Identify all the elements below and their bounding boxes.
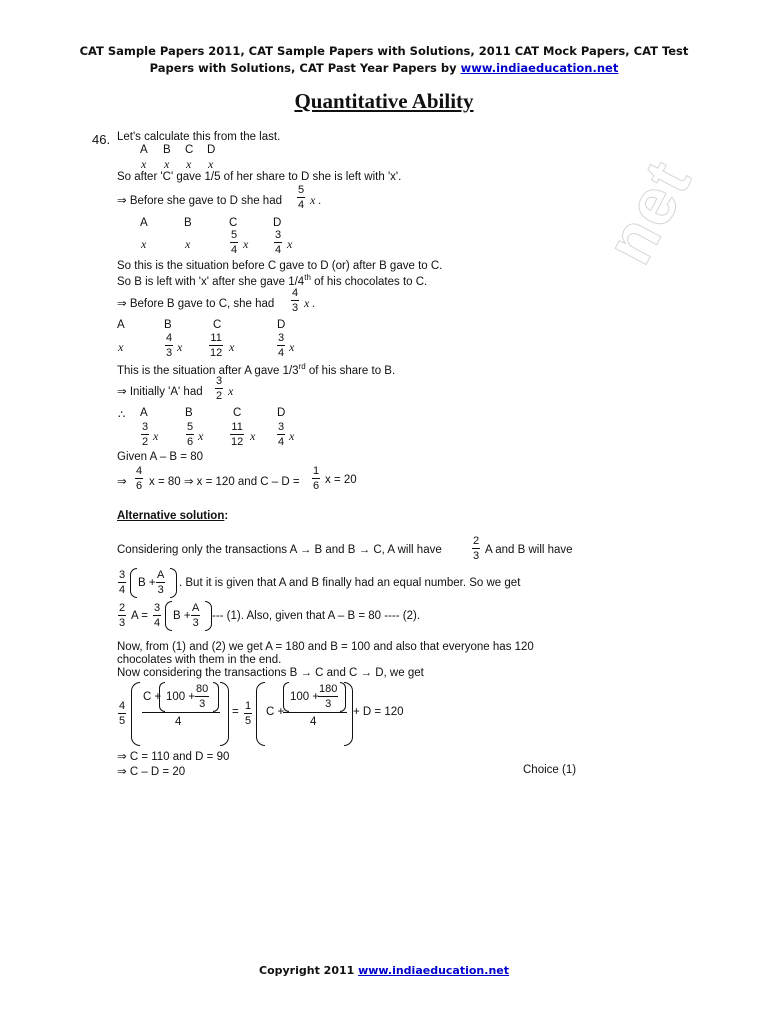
- footer: [0, 964, 768, 977]
- row4-a-x: x: [153, 429, 159, 443]
- row3-c-frac: $\frac{11}{12}$: [210, 332, 223, 359]
- frac-a-thirds-2: $\frac{A}{3}$: [192, 602, 200, 629]
- eq1-post: --- (1). Also, given that A – B = 80 ---- (2).: [212, 610, 421, 622]
- row2-c-frac: $\frac{5}{4}$: [231, 229, 238, 256]
- hundred-plus-1: 100 +: [166, 691, 196, 703]
- a-eq: A =: [131, 610, 148, 622]
- initially-x: x: [228, 384, 234, 398]
- row4-c: C: [233, 407, 242, 419]
- consider1-post: A and B will have: [485, 544, 573, 556]
- row2-c-x: x: [243, 237, 249, 251]
- header-link[interactable]: www.indiaeducation.net: [460, 61, 619, 75]
- paren-left-6: [283, 682, 289, 712]
- frac-one-eighty-thirds: $\frac{180}{3}$: [319, 683, 338, 710]
- result-1: ⇒ C = 110 and D = 90: [117, 751, 230, 763]
- frac-four-thirds: $\frac{4}{3}$: [292, 287, 299, 314]
- situation-1: So this is the situation before C gave to D (or) after B gave to C.: [117, 260, 443, 272]
- row3-c-x: x: [229, 340, 235, 354]
- row4-b-frac: $\frac{5}{6}$: [187, 421, 194, 448]
- paren-left-1: [130, 568, 137, 598]
- frac-a-thirds-1: $\frac{A}{3}$: [157, 569, 165, 596]
- row1-d: D: [207, 144, 216, 156]
- so-after-line: So after 'C' gave 1/5 of her share to D she is left with 'x'.: [117, 171, 402, 183]
- paren-left-2: [165, 601, 172, 631]
- intro-line: Let's calculate this from the last.: [117, 131, 281, 143]
- big-fraction-bar-1: [142, 712, 220, 713]
- row3-d-x: x: [289, 340, 295, 354]
- row2-b: B: [184, 217, 192, 229]
- b-left-line: So B is left with 'x' after she gave 1/4th of his chocolates to C.: [117, 273, 428, 288]
- frac-four-sixths: $\frac{4}{6}$: [136, 465, 143, 492]
- paren-left-4: [159, 682, 165, 712]
- row4-b-x: x: [198, 429, 204, 443]
- row4-d-frac: $\frac{3}{4}$: [278, 421, 285, 448]
- row3-a: A: [117, 319, 125, 331]
- header-line-2: [0, 61, 768, 75]
- row1-c: C: [185, 144, 194, 156]
- consider1-line: Considering only the transactions A → B and B → C, A will have: [117, 544, 442, 556]
- before-d-x: x .: [310, 193, 322, 207]
- alt-solution-heading: Alternative solution:: [117, 510, 229, 522]
- header-prefix: Papers with Solutions, CAT Past Year Papers by: [149, 61, 461, 75]
- eq-sign-big: =: [232, 706, 239, 718]
- frac-one-fifth: $\frac{1}{5}$: [245, 700, 252, 727]
- frac-five-fourths: $\frac{5}{4}$: [298, 184, 305, 211]
- paren-right-4: [213, 682, 219, 712]
- paren-left-5: [256, 682, 265, 746]
- row2-d-frac: $\frac{3}{4}$: [275, 229, 282, 256]
- row3-b-x: x: [177, 340, 183, 354]
- row1-x-b: x: [164, 157, 170, 171]
- situation-2: This is the situation after A gave 1/3rd of his share to B.: [117, 362, 396, 377]
- row3-d: D: [277, 319, 286, 331]
- hundred-plus-2: 100 +: [290, 691, 320, 703]
- header-line-1: CAT Sample Papers 2011, CAT Sample Papers with Solutions, 2011 CAT Mock Papers, CAT Test: [79, 44, 689, 58]
- row2-d: D: [273, 217, 282, 229]
- before-b-x: x .: [304, 296, 316, 310]
- row1-x-c: x: [186, 157, 192, 171]
- page-title: Quantitative Ability: [294, 89, 474, 113]
- before-d-line: ⇒ Before she gave to D she had: [117, 195, 282, 207]
- now-from-line: Now, from (1) and (2) we get A = 180 and B = 100 and also that everyone has 120: [117, 641, 534, 653]
- row4-d-x: x: [289, 429, 295, 443]
- row3-x-a: x: [118, 340, 124, 354]
- choice-label: Choice (1): [523, 764, 577, 776]
- question-number: 46.: [92, 132, 111, 147]
- big-fraction-bar-2: [283, 712, 347, 713]
- row3-b: B: [164, 319, 172, 331]
- row3-d-frac: $\frac{3}{4}$: [278, 332, 285, 359]
- frac-eighty-thirds: $\frac{80}{3}$: [196, 683, 209, 710]
- frac-three-fourths-b: $\frac{3}{4}$: [119, 569, 126, 596]
- but-given-line: . But it is given that A and B finally had an equal number. So we get: [179, 577, 521, 589]
- row1-x-d: x: [208, 157, 214, 171]
- row4-c-x: x: [250, 429, 256, 443]
- watermark: net: [590, 147, 706, 276]
- footer-link[interactable]: www.indiaeducation.net: [358, 964, 509, 977]
- row1-b: B: [163, 144, 171, 156]
- row2-x-a: x: [141, 237, 147, 251]
- paren-right-3: [220, 682, 229, 746]
- given-line: Given A – B = 80: [117, 451, 203, 463]
- paren-right-2: [205, 601, 212, 631]
- b-plus-2: B +: [173, 610, 191, 622]
- b-plus-1: B +: [138, 577, 156, 589]
- eq-end: x = 20: [325, 474, 357, 486]
- frac-two-thirds-a: $\frac{2}{3}$: [473, 535, 480, 562]
- paren-right-5: [344, 682, 353, 746]
- row2-x-b: x: [185, 237, 191, 251]
- now-consider-line: Now considering the transactions B → C and C → D, we get: [117, 667, 424, 679]
- frac-three-fourths-eq: $\frac{3}{4}$: [154, 602, 161, 629]
- eq-mid: x = 80 ⇒ x = 120 and C – D =: [149, 476, 300, 488]
- row4-b: B: [185, 407, 193, 419]
- frac-one-sixth: $\frac{1}{6}$: [313, 465, 320, 492]
- paren-left-3: [131, 682, 140, 746]
- chocolates-line: chocolates with them in the end.: [117, 654, 282, 666]
- row4-a-frac: $\frac{3}{2}$: [142, 421, 149, 448]
- denom-four-2: 4: [310, 716, 317, 728]
- frac-two-thirds-eq: $\frac{2}{3}$: [119, 602, 126, 629]
- footer-prefix: Copyright 2011: [259, 964, 359, 977]
- c-plus-2: C +: [266, 706, 285, 718]
- row3-c: C: [213, 319, 222, 331]
- row4-a: A: [140, 407, 148, 419]
- row2-d-x: x: [287, 237, 293, 251]
- frac-four-fifths: $\frac{4}{5}$: [119, 700, 126, 727]
- plus-d-120: + D = 120: [353, 706, 404, 718]
- initially-line: ⇒ Initially 'A' had: [117, 386, 203, 398]
- c-plus-big: C +: [143, 691, 162, 703]
- frac-three-halves: $\frac{3}{2}$: [216, 375, 223, 402]
- row1-a: A: [140, 144, 148, 156]
- row2-c: C: [229, 217, 238, 229]
- denom-four-1: 4: [175, 716, 182, 728]
- implies-symbol: ⇒: [117, 476, 127, 488]
- row2-a: A: [140, 217, 148, 229]
- result-2: ⇒ C – D = 20: [117, 766, 186, 778]
- before-b-line: ⇒ Before B gave to C, she had: [117, 298, 275, 310]
- row3-b-frac: $\frac{4}{3}$: [166, 332, 173, 359]
- therefore-symbol: ∴: [118, 409, 126, 421]
- row4-d: D: [277, 407, 286, 419]
- row1-x-a: x: [141, 157, 147, 171]
- row4-c-frac: $\frac{11}{12}$: [231, 421, 244, 448]
- paren-right-1: [170, 568, 177, 598]
